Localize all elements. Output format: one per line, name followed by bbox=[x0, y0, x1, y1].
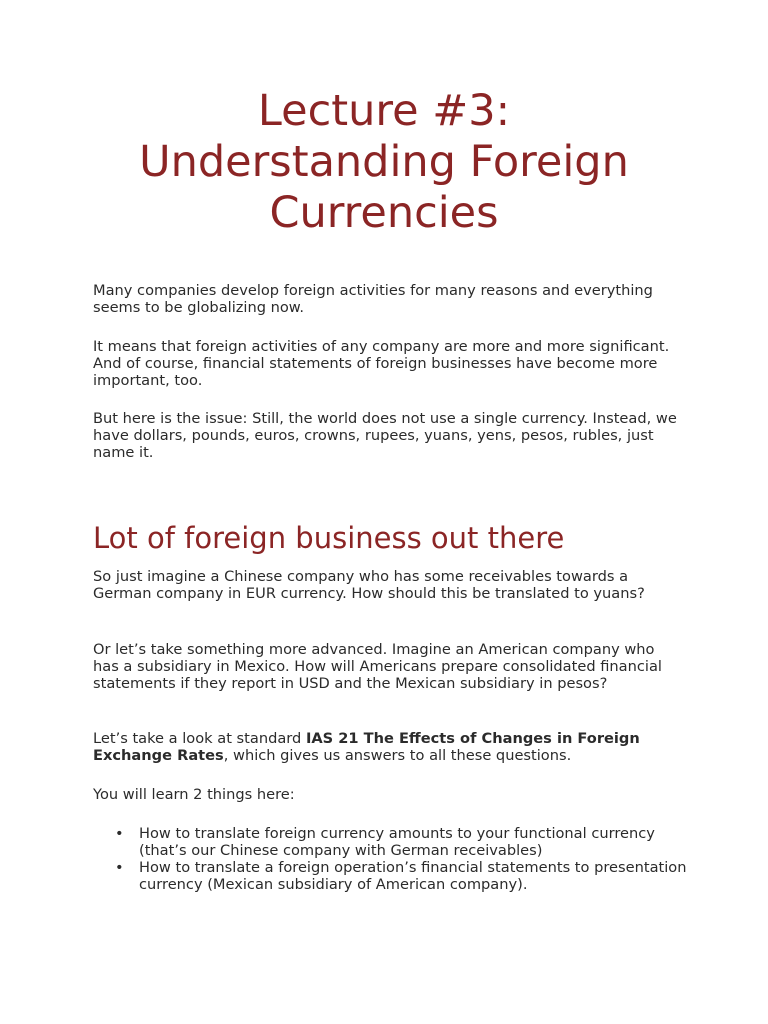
paragraph-text: Let’s take a look at standard bbox=[93, 730, 306, 747]
standard-name: IAS 21 The Effects of Changes in Foreign Exchange Rates bbox=[93, 730, 640, 764]
intro-paragraph-1: Many companies develop foreign activities for many reasons and everything seems to be globalizing now. bbox=[93, 282, 653, 316]
title-line-1: Lecture #3: bbox=[257, 86, 511, 136]
list-item bbox=[93, 825, 693, 859]
section-paragraph-2: Or let’s take something more advanced. Imagine an American company who has a subsidiary in Mexico. How will Americans prepare consolidated financial statements if they report in USD and the Mexican subsidiary in pesos? bbox=[93, 641, 662, 692]
paragraph-text: , which gives us answers to all these questions. bbox=[223, 747, 572, 764]
bullet-icon: • bbox=[115, 859, 124, 876]
intro-paragraph-3: But here is the issue: Still, the world does not use a single currency. Instead, we have dollars, pounds, euros, crowns, rupees, yuans, yens, pesos, rubles, just name it. bbox=[93, 410, 677, 461]
intro-paragraph-2: It means that foreign activities of any company are more and more significant. And of course, financial statements of foreign businesses have become more important, too. bbox=[93, 338, 670, 389]
section-paragraph-4: You will learn 2 things here: bbox=[93, 786, 295, 803]
title-line-3: Currencies bbox=[269, 188, 499, 238]
list-item-text: How to translate a foreign operation’s financial statements to presentation currency (Mexican subsidiary of American company). bbox=[139, 859, 687, 893]
title-line-2: Understanding Foreign bbox=[139, 137, 629, 187]
bullet-icon: • bbox=[115, 825, 124, 842]
section-paragraph-1: So just imagine a Chinese company who has some receivables towards a German company in EUR currency. How should this be translated to yuans? bbox=[93, 568, 645, 602]
bullet-list bbox=[93, 825, 693, 893]
list-item bbox=[93, 859, 693, 893]
page-title bbox=[60, 86, 708, 239]
list-item-text: How to translate foreign currency amounts to your functional currency (that’s our Chinese company with German receivables) bbox=[139, 825, 655, 859]
section-paragraph-3 bbox=[93, 730, 683, 764]
section-heading: Lot of foreign business out there bbox=[93, 521, 565, 555]
